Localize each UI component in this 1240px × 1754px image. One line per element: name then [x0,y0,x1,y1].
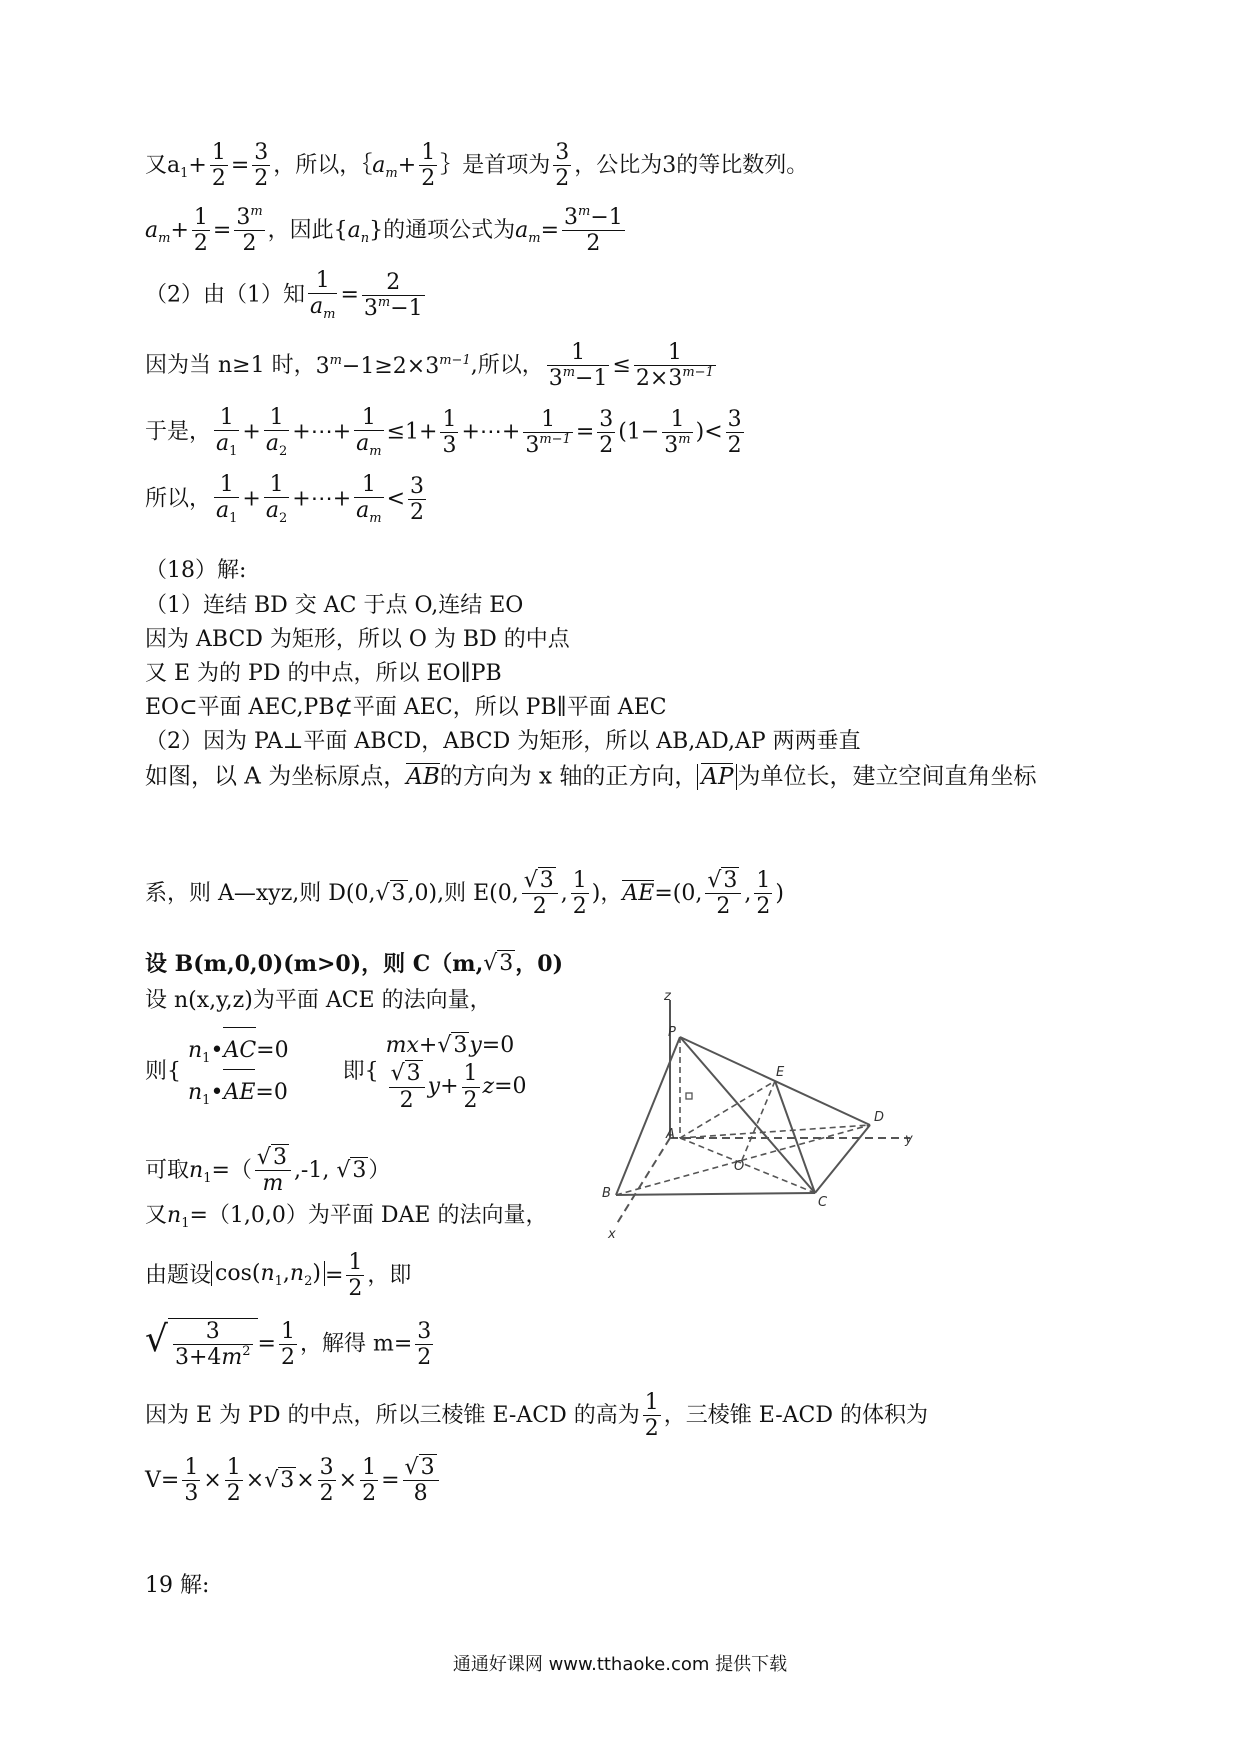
edge-cd [815,1125,870,1193]
proof-line-14: √ $\frac{3}{3+4m^2}$ = $\frac{1}{2}$ ，解得 m= $\frac{3}{2}$ [145,1318,432,1371]
label-b: B [602,1186,611,1201]
section-19-heading: 19 解: [145,1573,210,1598]
proof-line-4: EO⊂平面 AEC,PB⊄平面 AEC，所以 PB∥平面 AEC [145,695,667,720]
label-x: x [608,1227,616,1240]
edge-eo [742,1081,775,1160]
edge-bc [616,1193,815,1195]
line-2: $a_m+$ $\frac{1}{2}$ = $\frac{3^m}{2}$ ，因此$\{a_n\}$的通项公式为$a_m=$ $\frac{3^m-1}{2}$ [145,204,623,257]
line-4: 因为当 n≥1 时，$3^m-1\ge 2\times 3^{m-1}$,所以， $\frac{1}{3^m-1}$ ≤ $\frac{1}{2\times 3^{m-1}}$ [145,340,714,392]
label-d: D [874,1110,885,1125]
line-1: 又$a_1+$ $\frac{1}{2}$ = $\frac{3}{2}$ ，所以，$\{a_m+$ $\frac{1}{2}$ ｝是首项为 $\frac{3}{2}$ ，公比为3的等比数列。 [145,140,809,192]
label-p: P [668,1025,676,1040]
proof-line-9: 设 n(x,y,z)为平面 ACE 的法向量， [145,988,492,1013]
label-c: C [818,1195,828,1210]
footer-credit: 通通好课网 www.tthaoke.com 提供下载 [452,1654,788,1675]
proof-line-5: （2）因为 PA⊥平面 ABCD，ABCD 为矩形，所以 AB,AD,AP 两两垂直 [145,729,861,754]
proof-line-12: 又$n_1=(1,0,0)$为平面 DAE 的法向量， [145,1203,548,1231]
pyramid-figure [600,990,920,1240]
section-18-heading: （18）解: [145,558,247,583]
proof-line-11: 可取$n_1=$（ $\frac{√3}{m}$ ,-1, √3） [145,1145,391,1197]
label-o: O [734,1159,745,1174]
line-6: 所以， $\frac{1}{a_1}$ + $\frac{1}{a_2}$ +⋯+ $\frac{1}{a_m}$ < $\frac{3}{2}$ [145,472,425,527]
proof-line-16: V= $\frac{1}{3}$ × $\frac{1}{2}$ ×√3× $\frac{3}{2}$ × $\frac{1}{2}$ = $\frac{√3}{8}$ [145,1455,442,1507]
proof-line-2: 因为 ABCD 为矩形，所以 O 为 BD 的中点 [145,627,570,652]
proof-line-8: 设 B(m,0,0)(m>0)，则 C（m,√3，0) [145,951,563,977]
line-5: 于是， $\frac{1}{a_1}$ + $\frac{1}{a_2}$ +⋯+ $\frac{1}{a_m}$ ≤1+ $\frac{1}{3}$ +⋯+ $\frac{1}{3^{m-1}}$ = $\frac{3}{2}$ (1− $\frac{1}{3^m}$ )< $\frac{3}{2}$ [145,405,742,460]
proof-line-15: 因为 E 为 PD 的中点，所以三棱锥 E-ACD 的高为 $\frac{1}{2}$ ，三棱锥 E-ACD 的体积为 [145,1390,928,1442]
edge-ad [680,1125,870,1138]
proof-line-6: 如图，以 A 为坐标原点，AB的方向为 x 轴的正方向， AP 为单位长，建立空间直角坐标 [145,763,1037,790]
label-a: A [666,1127,675,1142]
proof-line-13: 由题设 $\cos(n_1,n_2)$ = $\frac{1}{2}$ ，即 [145,1250,412,1302]
edge-pc [680,1037,815,1193]
proof-line-7: 系，则 A—xyz,则 D(0,√3,0),则 E(0, $\frac{√3}{2}$ , $\frac{1}{2}$ )，AE=(0, $\frac{√3}{2}$ , $\frac{1}{2}$ ) [145,868,784,920]
label-e: E [776,1065,785,1080]
proof-line-10: 则{ $n_1•AC=0$ $n_1•AE=0$ 即{ mx+√3y=0 $\frac{√3}{2}$ y+ $\frac{1}{2}$ z=0 [145,1030,527,1114]
label-z: z [664,990,671,1004]
line-3: （2）由（1）知 $\frac{1}{a_m}$ = $\frac{2}{3^m-1}$ [145,268,423,323]
label-y: y [905,1132,913,1147]
right-angle-mark [686,1093,692,1099]
x-axis-line [616,1138,670,1225]
proof-line-1: （1）连结 BD 交 AC 于点 O,连结 EO [145,593,524,618]
proof-line-3: 又 E 为的 PD 的中点，所以 EO∥PB [145,661,502,686]
